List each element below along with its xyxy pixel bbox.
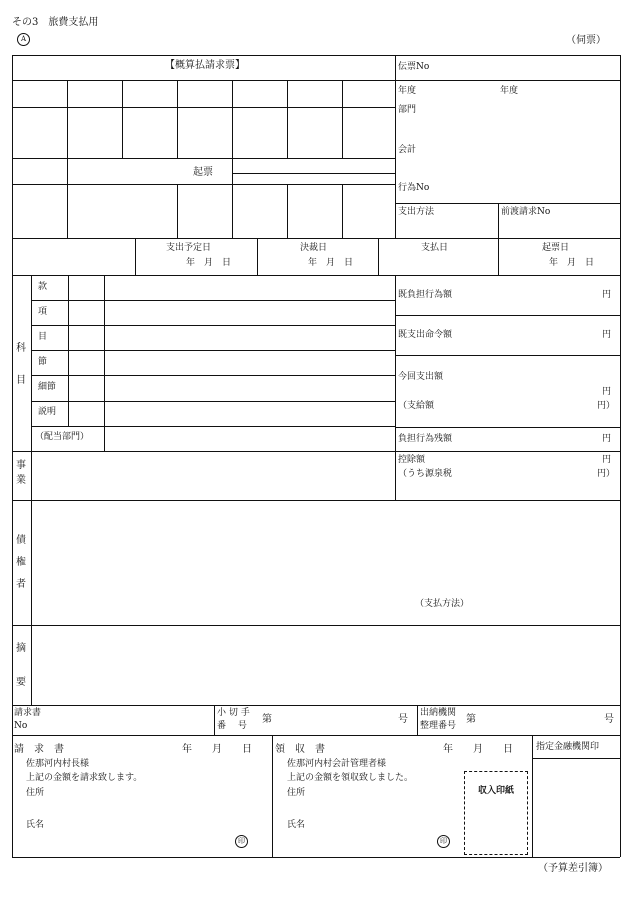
approval-date-label: 決裁日 — [300, 243, 328, 253]
check-no-label-1: 小 切 手 — [217, 708, 250, 718]
current-amount-label: 今回支出額 — [398, 372, 444, 382]
invoice-title: 請 求 書 — [14, 744, 64, 755]
fiscal-year-label: 年度 — [398, 86, 417, 96]
ordered-amount-yen: 円 — [602, 330, 612, 340]
jigyo-label-2: 業 — [16, 475, 26, 486]
deduction-yen: 円 — [602, 455, 612, 465]
check-no-dai: 第 — [262, 714, 272, 725]
check-no-label-2: 番 号 — [217, 721, 247, 731]
kamoku-row-setsumei: 説明 — [38, 407, 57, 417]
copy-label: （伺票） — [566, 35, 606, 46]
invoice-name-label: 氏名 — [26, 820, 45, 830]
withholding-label: （うち源泉税 — [398, 469, 453, 479]
kamoku-row-kou: 項 — [38, 307, 48, 317]
kamoku-label-1: 科 — [16, 343, 26, 354]
budget-ledger-label: （予算差引簿） — [538, 863, 608, 874]
summary-label-2: 要 — [16, 677, 26, 688]
committed-amount-yen: 円 — [602, 290, 612, 300]
planned-date-label: 支出予定日 — [166, 243, 212, 253]
kihyo-label: 起票 — [193, 167, 213, 178]
paid-amount-label: （支給額 — [398, 401, 435, 411]
receipt-text: 上記の金額を領収致しました。 — [287, 773, 414, 783]
treasury-no-dai: 第 — [466, 714, 476, 725]
receipt-title: 領 収 書 — [275, 744, 325, 755]
payment-date-label: 支払日 — [421, 243, 449, 253]
action-no-label: 行為No — [398, 183, 430, 193]
invoice-address-label: 住所 — [26, 788, 45, 798]
kamoku-row-moku: 目 — [38, 332, 48, 342]
draft-date-label: 起票日 — [542, 243, 570, 253]
treasury-no-go: 号 — [604, 714, 614, 725]
invoice-addressee: 佐那河内村長様 — [26, 759, 90, 769]
current-amount-yen: 円 — [602, 387, 612, 397]
slip-no-label: 伝票No — [398, 62, 430, 72]
creditor-label-2: 権 — [16, 557, 26, 568]
creditor-label-1: 債 — [16, 535, 26, 546]
creditor-label-3: 者 — [16, 579, 26, 590]
revenue-stamp-label: 収入印紙 — [477, 786, 514, 796]
kamoku-row-setsu: 節 — [38, 357, 48, 367]
treasury-no-label-2: 整理番号 — [420, 721, 457, 731]
invoice-date: 年 月 日 — [182, 744, 252, 755]
paid-amount-yen: 円） — [597, 401, 616, 411]
form-label: その3 旅費支払用 — [12, 17, 99, 28]
allocation-dept-label: （配当部門） — [35, 432, 90, 442]
approval-date-ymd: 年 月 日 — [308, 258, 354, 268]
receipt-address-label: 住所 — [287, 788, 306, 798]
request-no-no: No — [14, 721, 28, 731]
accounting-label: 会計 — [398, 145, 417, 155]
kamoku-row-saisetsu: 細節 — [38, 382, 57, 392]
mark-circle: A — [17, 33, 30, 46]
treasury-no-label-1: 出納機関 — [420, 708, 457, 718]
kamoku-label-2: 目 — [16, 375, 26, 386]
prev-request-no-label: 前渡請求No — [501, 207, 551, 217]
ordered-amount-label: 既支出命令額 — [398, 330, 453, 340]
bank-seal-label: 指定金融機関印 — [536, 742, 600, 752]
payment-method-label: 支出方法 — [398, 207, 435, 217]
form-title: 【概算払請求票】 — [165, 60, 245, 71]
committed-amount-label: 既負担行為額 — [398, 290, 453, 300]
summary-label-1: 摘 — [16, 643, 26, 654]
receipt-seal-mark: 印 — [437, 835, 450, 848]
draft-date-ymd: 年 月 日 — [549, 258, 595, 268]
receipt-name-label: 氏名 — [287, 820, 306, 830]
check-no-go: 号 — [398, 714, 408, 725]
receipt-date: 年 月 日 — [443, 744, 513, 755]
request-no-label: 請求書 — [14, 708, 42, 718]
receipt-addressee: 佐那河内村会計管理者様 — [287, 759, 387, 769]
invoice-text: 上記の金額を請求致します。 — [26, 773, 143, 783]
remaining-amount-label: 負担行為残額 — [398, 434, 453, 444]
pay-method-label: （支払方法） — [415, 599, 470, 609]
deduction-label: 控除額 — [398, 455, 426, 465]
revenue-stamp-box — [464, 771, 528, 855]
withholding-yen: 円） — [597, 469, 616, 479]
invoice-seal-mark: 印 — [235, 835, 248, 848]
remaining-amount-yen: 円 — [602, 434, 612, 444]
jigyo-label-1: 事 — [16, 460, 26, 471]
kamoku-row-kan: 款 — [38, 282, 48, 292]
planned-date-ymd: 年 月 日 — [186, 258, 232, 268]
fiscal-year-label-2: 年度 — [500, 86, 519, 96]
department-label: 部門 — [398, 105, 417, 115]
